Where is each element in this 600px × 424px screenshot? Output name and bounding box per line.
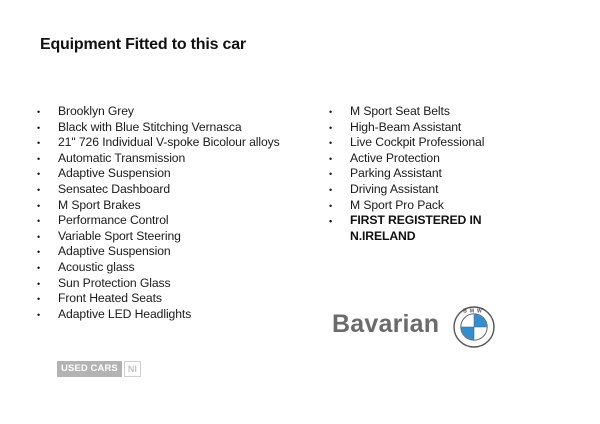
list-item: • High-Beam Assistant bbox=[328, 120, 508, 136]
badge-label: USED CARS bbox=[57, 361, 122, 377]
bmw-roundel-icon bbox=[453, 306, 495, 348]
list-item: • Performance Control bbox=[36, 213, 306, 229]
dealer-wordmark: Bavarian bbox=[332, 310, 440, 338]
bmw-logo-letters: BMW bbox=[463, 308, 485, 315]
used-cars-badge bbox=[57, 361, 141, 377]
list-item: • Live Cockpit Professional bbox=[328, 135, 508, 151]
list-item: • Automatic Transmission bbox=[36, 151, 306, 167]
list-item: • Driving Assistant bbox=[328, 182, 508, 198]
list-item: • M Sport Brakes bbox=[36, 198, 306, 214]
badge-region: NI bbox=[124, 361, 141, 377]
equipment-list-left bbox=[36, 104, 306, 322]
list-item: • M Sport Seat Belts bbox=[328, 104, 508, 120]
list-item: • M Sport Pro Pack bbox=[328, 198, 508, 214]
list-item-registration-note: • FIRST REGISTERED IN N.IRELAND bbox=[328, 213, 508, 244]
list-item: • Active Protection bbox=[328, 151, 508, 167]
list-item: • Variable Sport Steering bbox=[36, 229, 306, 245]
page-title: Equipment Fitted to this car bbox=[40, 36, 246, 53]
list-item: • Front Heated Seats bbox=[36, 291, 306, 307]
list-item: • Sun Protection Glass bbox=[36, 276, 306, 292]
list-item: • Brooklyn Grey bbox=[36, 104, 306, 120]
list-item: • Acoustic glass bbox=[36, 260, 306, 276]
list-item: • Sensatec Dashboard bbox=[36, 182, 306, 198]
list-item: • 21" 726 Individual V-spoke Bicolour alloys bbox=[36, 135, 306, 151]
dealer-brand bbox=[332, 306, 502, 350]
list-item: • Adaptive Suspension bbox=[36, 166, 306, 182]
list-item: • Black with Blue Stitching Vernasca bbox=[36, 120, 306, 136]
list-item: • Adaptive LED Headlights bbox=[36, 307, 306, 323]
equipment-list-right bbox=[328, 104, 508, 244]
list-item: • Adaptive Suspension bbox=[36, 244, 306, 260]
list-item: • Parking Assistant bbox=[328, 166, 508, 182]
